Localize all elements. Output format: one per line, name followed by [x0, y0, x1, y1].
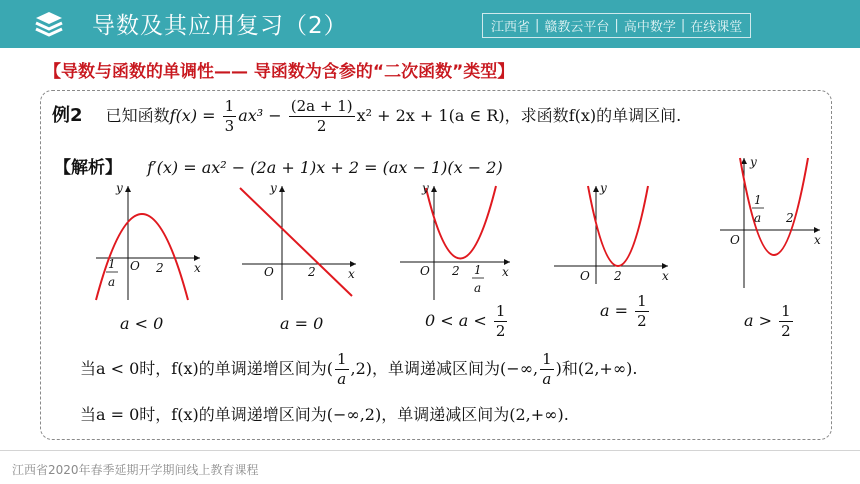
cond-a-zero: a = 0 [280, 314, 324, 333]
tick-two: 2 [308, 265, 316, 279]
origin-label: O [264, 265, 274, 279]
x-axis-label: x [348, 267, 355, 281]
tick-two: 2 [156, 261, 164, 275]
tick-two: 2 [452, 264, 460, 278]
example-line [52, 97, 681, 136]
example-term1: ax³ − [238, 105, 287, 125]
tick-inv-a-den: a [474, 281, 482, 295]
analysis-line [54, 153, 503, 178]
analysis-label: 【解析】 [54, 158, 122, 178]
x-axis-label: x [194, 261, 201, 275]
cond-a-half: a = $\frac{1}{2}$ [600, 292, 647, 330]
origin-label: O [730, 233, 740, 247]
tag-subject: 高中数学 [623, 20, 676, 35]
graph-a-negative [88, 178, 208, 304]
tag-platform: 赣教云平台 [544, 20, 610, 35]
y-axis-label: y [116, 181, 123, 195]
graph-a-large [716, 152, 828, 292]
example-frac2: $\frac{(2a + 1)}{2}$ [290, 97, 353, 135]
graph-a-small-positive [396, 178, 518, 304]
header-bar [0, 0, 860, 48]
tick-inv-a-num: 1 [108, 257, 116, 271]
example-prefix: 已知函数 [105, 105, 170, 125]
y-axis-label: y [750, 155, 757, 169]
example-frac1: $\frac{1}{3}$ [224, 97, 235, 135]
tick-inv-a-num: 1 [754, 193, 762, 207]
y-axis-label: y [270, 181, 277, 195]
tag-class: 在线课堂 [690, 20, 743, 35]
analysis-formula: f′(x) = ax² − (2a + 1)x + 2 = (ax − 1)(x − 2) [147, 158, 503, 177]
graph-a-half [550, 178, 676, 288]
tick-two: 2 [614, 269, 622, 283]
footer-text: 江西省2020年春季延期开学期间线上教育课程 [12, 463, 259, 477]
tag-province: 江西省 [491, 20, 531, 35]
x-axis-label: x [502, 265, 509, 279]
origin-label: O [420, 264, 430, 278]
tick-inv-a-num: 1 [474, 263, 482, 277]
example-suffix: f(x)的单调区间. [568, 105, 682, 125]
x-axis-label: x [662, 269, 669, 283]
tick-two: 2 [786, 211, 794, 225]
tick-inv-a-den: a [754, 211, 762, 225]
conclusion-a-zero: 当a = 0时，f(x)的单调递增区间为(−∞,2)，单调递减区间为(2,+∞). [80, 405, 569, 424]
conclusion-a-negative: 当a < 0时，f(x)的单调递增区间为( $\frac{1}{a}$ ,2)，单调递减区间为(−∞, $\frac{1}{a}$ )和(2,+∞). [80, 350, 638, 388]
y-axis-label: y [600, 181, 607, 195]
cond-a-small-positive: 0 < a < $\frac{1}{2}$ [425, 302, 506, 340]
footer-divider [0, 450, 860, 451]
layers-icon [34, 10, 64, 38]
example-term2: x² + 2x + 1(a ∈ R)，求函数 [356, 105, 569, 125]
tick-inv-a-den: a [108, 275, 116, 289]
cond-a-large: a > $\frac{1}{2}$ [744, 302, 791, 340]
origin-label: O [580, 269, 590, 283]
page-title: 导数及其应用复习（2） [92, 13, 348, 39]
x-axis-label: x [814, 233, 821, 247]
header-tags: 江西省 | 赣教云平台 | 高中数学 | 在线课堂 [482, 13, 751, 38]
cond-a-negative: a < 0 [120, 314, 164, 333]
graph-a-zero [236, 178, 362, 304]
y-axis-label: y [422, 181, 429, 195]
example-label: 例2 [52, 104, 83, 126]
origin-label: O [130, 259, 140, 273]
topic-heading: 【导数与函数的单调性—— 导函数为含参的“二次函数”类型】 [44, 62, 515, 82]
example-fx: f(x) = [169, 105, 221, 125]
